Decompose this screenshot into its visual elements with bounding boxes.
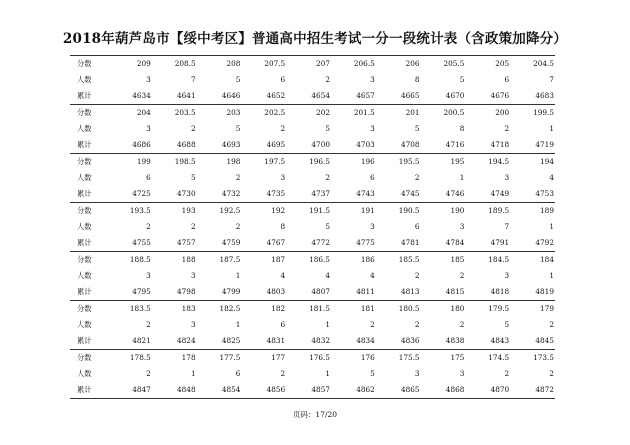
score-cell: 207.5 bbox=[264, 59, 286, 68]
cumulative-cell: 4791 bbox=[490, 238, 510, 247]
count-row-label: 人数 bbox=[77, 369, 92, 378]
score-cell: 199.5 bbox=[533, 108, 554, 117]
cumulative-cell: 4857 bbox=[311, 385, 330, 394]
score-cell: 205 bbox=[495, 59, 510, 68]
cumulative-row bbox=[70, 284, 555, 300]
score-cell: 196.5 bbox=[309, 157, 330, 166]
score-cell: 196 bbox=[360, 157, 375, 166]
score-cell: 182 bbox=[271, 304, 286, 313]
cumulative-cell: 4730 bbox=[177, 189, 196, 198]
table-block bbox=[70, 349, 555, 398]
cumulative-cell: 4755 bbox=[132, 238, 151, 247]
cumulative-cell: 4693 bbox=[221, 140, 241, 149]
count-cell: 2 bbox=[146, 320, 151, 329]
page-title: 2018年葫芦岛市【绥中考区】普通高中招生考试一分一段统计表（含政策加降分） bbox=[62, 31, 568, 47]
cumulative-cell: 4813 bbox=[401, 287, 420, 296]
count-cell: 2 bbox=[146, 222, 151, 231]
count-row bbox=[70, 317, 555, 333]
count-cell: 2 bbox=[504, 124, 510, 133]
cumulative-row bbox=[70, 88, 555, 104]
score-cell: 199 bbox=[136, 157, 151, 166]
score-row bbox=[70, 350, 555, 366]
cumulative-cell: 4832 bbox=[311, 336, 330, 345]
count-cell: 4 bbox=[370, 271, 375, 280]
count-cell: 2 bbox=[459, 320, 465, 329]
cumulative-row bbox=[70, 235, 555, 251]
cumulative-cell: 4688 bbox=[177, 140, 196, 149]
score-cell: 189 bbox=[540, 206, 554, 215]
count-cell: 4 bbox=[325, 271, 330, 280]
cumulative-row bbox=[70, 382, 555, 398]
score-cell: 195.5 bbox=[398, 157, 420, 166]
cumulative-cell: 4641 bbox=[177, 91, 196, 100]
count-cell: 7 bbox=[549, 75, 554, 84]
count-cell: 6 bbox=[504, 75, 510, 84]
score-cell: 181 bbox=[360, 304, 375, 313]
score-row-label: 分数 bbox=[77, 353, 92, 362]
count-cell: 7 bbox=[190, 75, 196, 84]
score-row bbox=[70, 154, 555, 170]
table-block bbox=[70, 153, 555, 202]
score-cell: 184 bbox=[540, 255, 554, 264]
cumulative-cell: 4665 bbox=[401, 91, 420, 100]
score-row-label: 分数 bbox=[77, 206, 92, 215]
score-cell: 182.5 bbox=[219, 304, 241, 313]
count-cell: 5 bbox=[325, 124, 330, 133]
cumulative-cell: 4831 bbox=[266, 336, 286, 345]
count-cell: 3 bbox=[459, 369, 465, 378]
cumulative-cell: 4767 bbox=[266, 238, 286, 247]
score-cell: 200 bbox=[495, 108, 510, 117]
score-cell: 201.5 bbox=[353, 108, 375, 117]
score-distribution-table bbox=[70, 55, 555, 399]
score-cell: 174.5 bbox=[488, 353, 510, 362]
count-row bbox=[70, 268, 555, 284]
cumulative-row-label: 累计 bbox=[77, 140, 92, 149]
count-row bbox=[70, 366, 555, 382]
count-cell: 7 bbox=[504, 222, 510, 231]
cumulative-cell: 4676 bbox=[490, 91, 510, 100]
score-cell: 191 bbox=[360, 206, 375, 215]
cumulative-cell: 4781 bbox=[401, 238, 420, 247]
count-row-label: 人数 bbox=[77, 271, 92, 280]
score-cell: 176.5 bbox=[309, 353, 330, 362]
score-cell: 190 bbox=[450, 206, 465, 215]
cumulative-row-label: 累计 bbox=[77, 238, 92, 247]
count-cell: 2 bbox=[414, 320, 420, 329]
cumulative-cell: 4819 bbox=[535, 287, 554, 296]
count-cell: 1 bbox=[235, 320, 241, 329]
cumulative-cell: 4749 bbox=[490, 189, 510, 198]
count-cell: 3 bbox=[504, 271, 510, 280]
cumulative-cell: 4732 bbox=[221, 189, 241, 198]
score-cell: 204.5 bbox=[533, 59, 554, 68]
score-cell: 187.5 bbox=[219, 255, 241, 264]
count-row bbox=[70, 219, 555, 235]
count-row bbox=[70, 72, 555, 88]
score-cell: 203.5 bbox=[174, 108, 196, 117]
score-cell: 183.5 bbox=[129, 304, 151, 313]
count-row-label: 人数 bbox=[77, 124, 92, 133]
cumulative-cell: 4843 bbox=[490, 336, 510, 345]
count-cell: 1 bbox=[190, 369, 196, 378]
score-row bbox=[70, 105, 555, 121]
count-cell: 3 bbox=[280, 173, 286, 182]
count-row-label: 人数 bbox=[77, 320, 92, 329]
score-row bbox=[70, 56, 555, 72]
count-cell: 2 bbox=[280, 124, 286, 133]
table-block bbox=[70, 300, 555, 349]
count-cell: 1 bbox=[459, 173, 465, 182]
score-row bbox=[70, 252, 555, 268]
count-row bbox=[70, 121, 555, 137]
score-cell: 201 bbox=[405, 108, 420, 117]
count-cell: 5 bbox=[235, 124, 241, 133]
count-cell: 3 bbox=[504, 173, 510, 182]
count-cell: 3 bbox=[146, 271, 151, 280]
score-cell: 184.5 bbox=[488, 255, 510, 264]
score-row-label: 分数 bbox=[77, 304, 92, 313]
score-cell: 195 bbox=[450, 157, 465, 166]
count-cell: 2 bbox=[235, 222, 241, 231]
cumulative-row-label: 累计 bbox=[77, 91, 92, 100]
cumulative-cell: 4854 bbox=[221, 385, 241, 394]
score-cell: 189.5 bbox=[488, 206, 510, 215]
count-cell: 8 bbox=[414, 75, 420, 84]
score-cell: 188.5 bbox=[129, 255, 151, 264]
cumulative-cell: 4834 bbox=[356, 336, 375, 345]
cumulative-row-label: 累计 bbox=[77, 336, 92, 345]
cumulative-cell: 4725 bbox=[132, 189, 151, 198]
cumulative-cell: 4862 bbox=[356, 385, 375, 394]
count-cell: 2 bbox=[190, 222, 196, 231]
cumulative-cell: 4836 bbox=[401, 336, 420, 345]
cumulative-cell: 4683 bbox=[535, 91, 554, 100]
count-cell: 2 bbox=[280, 369, 286, 378]
score-cell: 208 bbox=[226, 59, 241, 68]
count-cell: 3 bbox=[459, 222, 465, 231]
score-row-label: 分数 bbox=[77, 255, 92, 264]
count-row bbox=[70, 170, 555, 186]
count-cell: 8 bbox=[280, 222, 286, 231]
cumulative-cell: 4686 bbox=[132, 140, 151, 149]
score-cell: 177 bbox=[271, 353, 286, 362]
score-cell: 180 bbox=[450, 304, 465, 313]
score-cell: 183 bbox=[181, 304, 196, 313]
count-cell: 5 bbox=[370, 369, 375, 378]
score-cell: 187 bbox=[271, 255, 286, 264]
score-cell: 179 bbox=[540, 304, 554, 313]
score-cell: 178 bbox=[181, 353, 196, 362]
count-cell: 5 bbox=[459, 75, 465, 84]
page-number: 页码：17/20 bbox=[292, 410, 338, 419]
score-cell: 202 bbox=[316, 108, 330, 117]
cumulative-cell: 4746 bbox=[445, 189, 465, 198]
cumulative-cell: 4815 bbox=[445, 287, 465, 296]
cumulative-cell: 4784 bbox=[445, 238, 465, 247]
count-row-label: 人数 bbox=[77, 222, 92, 231]
cumulative-cell: 4803 bbox=[266, 287, 286, 296]
score-cell: 186.5 bbox=[309, 255, 330, 264]
cumulative-row bbox=[70, 333, 555, 349]
score-cell: 197.5 bbox=[264, 157, 286, 166]
score-row bbox=[70, 203, 555, 219]
count-cell: 2 bbox=[325, 75, 330, 84]
cumulative-cell: 4845 bbox=[535, 336, 554, 345]
cumulative-cell: 4695 bbox=[266, 140, 286, 149]
cumulative-cell: 4759 bbox=[221, 238, 241, 247]
count-cell: 6 bbox=[280, 320, 286, 329]
count-cell: 3 bbox=[190, 320, 196, 329]
cumulative-cell: 4838 bbox=[445, 336, 465, 345]
score-cell: 205.5 bbox=[443, 59, 465, 68]
score-cell: 208.5 bbox=[174, 59, 196, 68]
count-cell: 1 bbox=[325, 320, 330, 329]
score-cell: 193.5 bbox=[129, 206, 151, 215]
cumulative-cell: 4670 bbox=[445, 91, 465, 100]
table-bottom-rule bbox=[70, 398, 555, 399]
count-cell: 2 bbox=[549, 320, 554, 329]
score-row-label: 分数 bbox=[77, 108, 92, 117]
table-block bbox=[70, 104, 555, 153]
cumulative-cell: 4708 bbox=[401, 140, 420, 149]
score-cell: 185 bbox=[450, 255, 465, 264]
count-cell: 6 bbox=[280, 75, 286, 84]
cumulative-cell: 4757 bbox=[177, 238, 196, 247]
count-cell: 8 bbox=[459, 124, 465, 133]
score-cell: 203 bbox=[226, 108, 241, 117]
score-cell: 206 bbox=[405, 59, 420, 68]
count-cell: 2 bbox=[370, 320, 375, 329]
count-cell: 2 bbox=[235, 173, 241, 182]
count-cell: 1 bbox=[549, 124, 554, 133]
count-cell: 4 bbox=[280, 271, 286, 280]
score-cell: 194.5 bbox=[488, 157, 510, 166]
cumulative-cell: 4719 bbox=[535, 140, 554, 149]
table-block bbox=[70, 202, 555, 251]
count-cell: 1 bbox=[325, 369, 330, 378]
count-cell: 2 bbox=[146, 369, 151, 378]
score-cell: 180.5 bbox=[398, 304, 420, 313]
cumulative-cell: 4753 bbox=[535, 189, 554, 198]
count-cell: 5 bbox=[414, 124, 420, 133]
count-cell: 3 bbox=[190, 271, 196, 280]
score-cell: 194 bbox=[540, 157, 554, 166]
count-cell: 4 bbox=[549, 173, 554, 182]
cumulative-row-label: 累计 bbox=[77, 189, 92, 198]
count-cell: 1 bbox=[549, 271, 554, 280]
score-cell: 188 bbox=[181, 255, 196, 264]
cumulative-cell: 4821 bbox=[132, 336, 151, 345]
cumulative-cell: 4868 bbox=[445, 385, 465, 394]
score-cell: 209 bbox=[136, 59, 151, 68]
score-cell: 202.5 bbox=[264, 108, 286, 117]
score-cell: 198 bbox=[226, 157, 241, 166]
count-cell: 2 bbox=[549, 369, 554, 378]
count-cell: 5 bbox=[504, 320, 510, 329]
cumulative-row-label: 累计 bbox=[77, 287, 92, 296]
count-cell: 5 bbox=[235, 75, 241, 84]
count-cell: 6 bbox=[370, 173, 375, 182]
cumulative-cell: 4772 bbox=[311, 238, 330, 247]
score-cell: 175 bbox=[450, 353, 465, 362]
cumulative-row bbox=[70, 186, 555, 202]
count-cell: 3 bbox=[370, 75, 375, 84]
cumulative-row-label: 累计 bbox=[77, 385, 92, 394]
table-block bbox=[70, 251, 555, 300]
cumulative-cell: 4824 bbox=[177, 336, 196, 345]
cumulative-cell: 4743 bbox=[356, 189, 375, 198]
count-cell: 3 bbox=[146, 75, 151, 84]
cumulative-cell: 4735 bbox=[266, 189, 286, 198]
count-cell: 6 bbox=[146, 173, 151, 182]
score-cell: 206.5 bbox=[353, 59, 375, 68]
cumulative-cell: 4848 bbox=[177, 385, 196, 394]
score-cell: 207 bbox=[316, 59, 330, 68]
cumulative-cell: 4718 bbox=[490, 140, 510, 149]
cumulative-cell: 4865 bbox=[401, 385, 420, 394]
score-row-label: 分数 bbox=[77, 157, 92, 166]
count-cell: 1 bbox=[235, 271, 241, 280]
cumulative-cell: 4792 bbox=[535, 238, 554, 247]
score-cell: 204 bbox=[136, 108, 151, 117]
cumulative-cell: 4654 bbox=[311, 91, 330, 100]
count-cell: 6 bbox=[235, 369, 241, 378]
cumulative-cell: 4634 bbox=[132, 91, 151, 100]
score-row bbox=[70, 301, 555, 317]
cumulative-row bbox=[70, 137, 555, 153]
score-cell: 186 bbox=[360, 255, 375, 264]
score-cell: 175.5 bbox=[398, 353, 420, 362]
score-cell: 178.5 bbox=[129, 353, 151, 362]
cumulative-cell: 4657 bbox=[356, 91, 375, 100]
cumulative-cell: 4703 bbox=[356, 140, 375, 149]
score-cell: 192.5 bbox=[219, 206, 241, 215]
count-cell: 3 bbox=[146, 124, 151, 133]
cumulative-cell: 4652 bbox=[266, 91, 286, 100]
score-cell: 190.5 bbox=[398, 206, 420, 215]
cumulative-cell: 4811 bbox=[356, 287, 375, 296]
cumulative-cell: 4716 bbox=[445, 140, 465, 149]
count-cell: 6 bbox=[414, 222, 420, 231]
score-cell: 193 bbox=[181, 206, 196, 215]
score-cell: 177.5 bbox=[219, 353, 241, 362]
count-cell: 5 bbox=[190, 173, 196, 182]
cumulative-cell: 4872 bbox=[535, 385, 554, 394]
count-cell: 3 bbox=[370, 222, 375, 231]
cumulative-cell: 4856 bbox=[266, 385, 286, 394]
count-cell: 2 bbox=[414, 173, 420, 182]
count-cell: 5 bbox=[325, 222, 330, 231]
score-cell: 191.5 bbox=[309, 206, 330, 215]
score-cell: 200.5 bbox=[443, 108, 465, 117]
cumulative-cell: 4745 bbox=[401, 189, 420, 198]
cumulative-cell: 4847 bbox=[132, 385, 151, 394]
score-row-label: 分数 bbox=[77, 59, 92, 68]
count-cell: 2 bbox=[325, 173, 330, 182]
count-cell: 2 bbox=[504, 369, 510, 378]
count-row-label: 人数 bbox=[77, 75, 92, 84]
score-cell: 192 bbox=[271, 206, 286, 215]
score-cell: 173.5 bbox=[533, 353, 554, 362]
cumulative-cell: 4798 bbox=[177, 287, 196, 296]
cumulative-cell: 4700 bbox=[311, 140, 330, 149]
count-cell: 2 bbox=[414, 271, 420, 280]
cumulative-cell: 4870 bbox=[490, 385, 510, 394]
count-cell: 1 bbox=[549, 222, 554, 231]
cumulative-cell: 4775 bbox=[356, 238, 375, 247]
score-cell: 198.5 bbox=[174, 157, 196, 166]
cumulative-cell: 4737 bbox=[311, 189, 330, 198]
cumulative-cell: 4818 bbox=[490, 287, 510, 296]
cumulative-cell: 4795 bbox=[132, 287, 151, 296]
score-cell: 176 bbox=[360, 353, 375, 362]
cumulative-cell: 4646 bbox=[221, 91, 241, 100]
score-cell: 181.5 bbox=[309, 304, 330, 313]
count-cell: 2 bbox=[190, 124, 196, 133]
table-block bbox=[70, 55, 555, 104]
score-cell: 185.5 bbox=[398, 255, 420, 264]
count-cell: 3 bbox=[370, 124, 375, 133]
cumulative-cell: 4799 bbox=[221, 287, 241, 296]
count-cell: 2 bbox=[459, 271, 465, 280]
cumulative-cell: 4825 bbox=[221, 336, 241, 345]
count-cell: 3 bbox=[414, 369, 420, 378]
score-cell: 179.5 bbox=[488, 304, 510, 313]
cumulative-cell: 4807 bbox=[311, 287, 330, 296]
count-row-label: 人数 bbox=[77, 173, 92, 182]
